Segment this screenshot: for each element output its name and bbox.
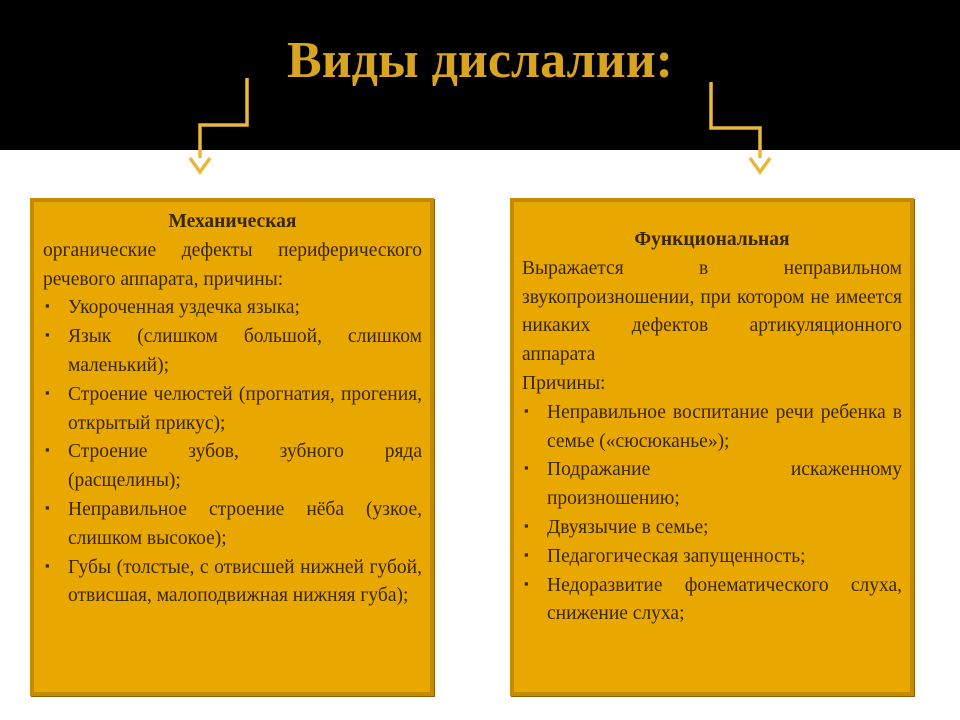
- list-item: ▪ Педагогическая запущенность;: [522, 543, 902, 572]
- list-item: ▪ Язык (слишком большой, слишком маленький);: [43, 323, 422, 381]
- bullet-icon: ▪: [45, 384, 50, 400]
- mechanical-description: органические дефекты периферического речевого аппарата, причины:: [43, 239, 422, 290]
- right-connector-arrow: [711, 82, 770, 172]
- list-item: ▪ Неправильное воспитание речи ребенка в семье («сюсюканье»);: [522, 399, 902, 457]
- list-item: ▪ Неправильное строение нёба (узкое, слишком высокое);: [43, 496, 422, 554]
- mechanical-heading: Механическая: [168, 211, 297, 232]
- bullet-icon: ▪: [45, 442, 50, 458]
- bullet-icon: ▪: [524, 575, 529, 591]
- list-item: ▪ Недоразвитие фонематического слуха, снижение слуха;: [522, 572, 902, 630]
- list-item: ▪ Губы (толстые, с отвисшей нижней губой, отвисшая, малоподвижная нижняя губа);: [43, 554, 422, 612]
- bullet-icon: ▪: [524, 402, 529, 418]
- connector-arrows: [0, 0, 960, 200]
- list-item: ▪ Подражание искаженному произношению;: [522, 456, 902, 514]
- list-item: ▪ Строение челюстей (прогнатия, прогения, открытый прикус);: [43, 381, 422, 439]
- list-item: ▪ Укороченная уздечка языка;: [43, 294, 422, 323]
- bullet-icon: ▪: [45, 298, 50, 314]
- page-title: Виды дислалии:: [287, 32, 673, 89]
- functional-dyslalia-box: [510, 198, 914, 696]
- left-connector-arrow: [190, 78, 247, 172]
- mechanical-dyslalia-box: [30, 198, 434, 696]
- list-item: ▪ Двуязычие в семье;: [522, 514, 902, 543]
- functional-causes-label: Причины:: [522, 372, 606, 394]
- bullet-icon: ▪: [524, 460, 529, 476]
- bullet-icon: ▪: [524, 546, 529, 562]
- bullet-icon: ▪: [45, 499, 50, 515]
- list-item: ▪ Строение зубов, зубного ряда (расщелины);: [43, 438, 422, 496]
- bullet-icon: ▪: [45, 327, 50, 343]
- bullet-icon: ▪: [45, 557, 50, 573]
- bullet-icon: ▪: [524, 517, 529, 533]
- functional-heading: Функциональная: [634, 229, 790, 250]
- mechanical-causes-list: [43, 294, 422, 611]
- functional-causes-list: [522, 399, 902, 629]
- functional-description: Выражается в неправильном звукопроизношении, при котором не имеется никаких дефектов артикуляционного аппарата: [522, 257, 902, 366]
